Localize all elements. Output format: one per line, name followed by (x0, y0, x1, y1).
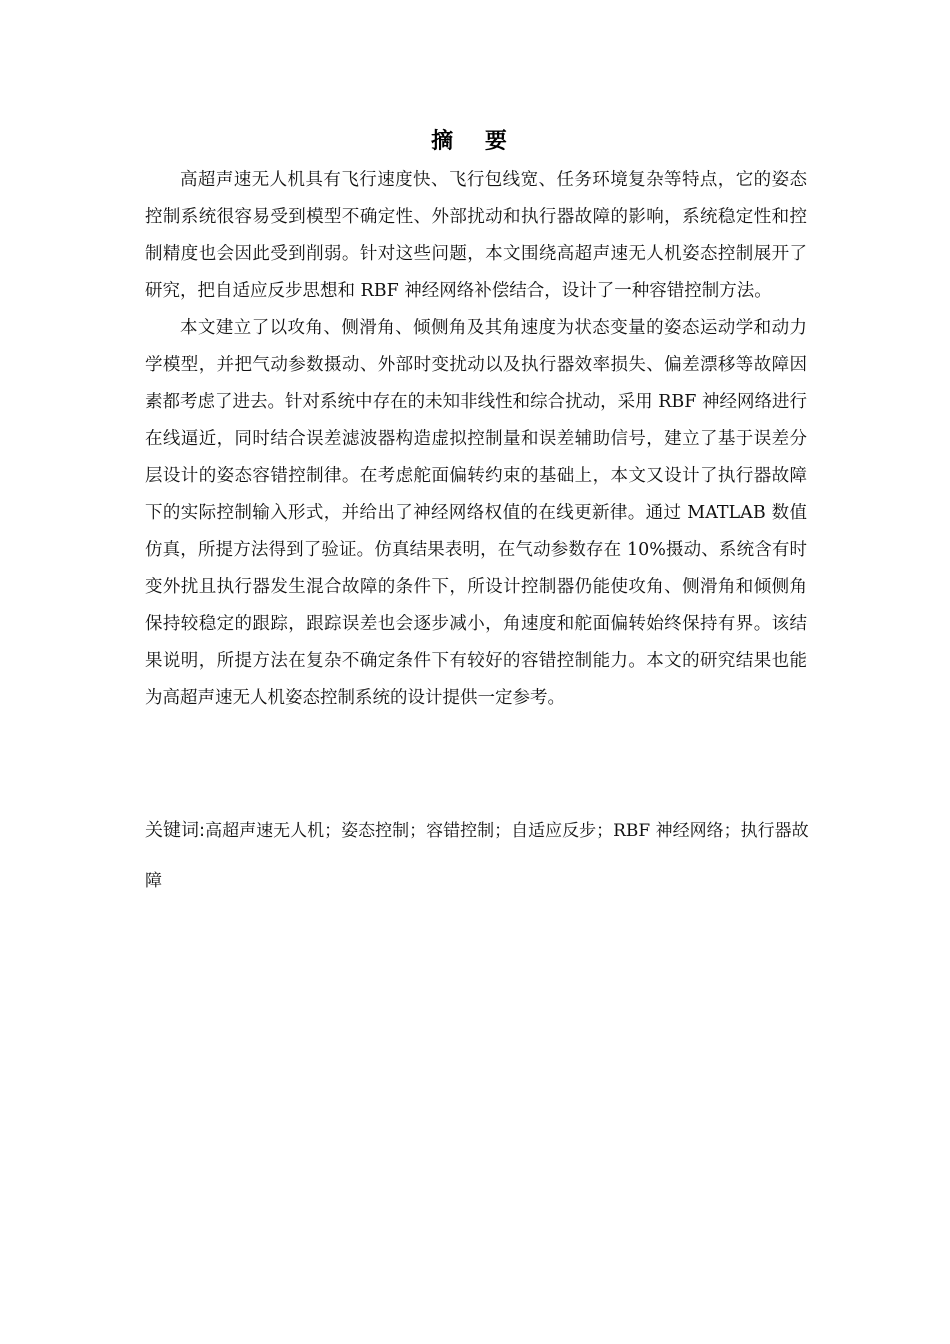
keywords-text: 高超声速无人机；姿态控制；容错控制；自适应反步；RBF 神经网络；执行器故障 (145, 821, 809, 891)
abstract-title: 摘 要 (431, 129, 519, 154)
abstract-body (145, 162, 807, 717)
keywords-line (145, 806, 817, 906)
keywords-label: 关键词: (145, 820, 206, 841)
abstract-paragraph-2: 本文建立了以攻角、侧滑角、倾侧角及其角速度为状态变量的姿态运动学和动力学模型，并把气动参数摄动、外部时变扰动以及执行器效率损失、偏差漂移等故障因素都考虑了进去。针对系统中存在的未知非线性和综合扰动，采用 RBF 神经网络进行在线逼近，同时结合误差滤波器构造虚拟控制量和误差辅助信号，建立了基于误差分层设计的姿态容错控制律。在考虑舵面偏转约束的基础上，本文又设计了执行器故障下的实际控制输入形式，并给出了神经网络权值的在线更新律。通过 MATLAB 数值仿真，所提方法得到了验证。仿真结果表明，在气动参数存在 10%摄动、系统含有时变外扰且执行器发生混合故障的条件下，所设计控制器仍能使攻角、侧滑角和倾侧角保持较稳定的跟踪，跟踪误差也会逐步减小，角速度和舵面偏转始终保持有界。该结果说明，所提方法在复杂不确定条件下有较好的容错控制能力。本文的研究结果也能为高超声速无人机姿态控制系统的设计提供一定参考。 (145, 318, 807, 708)
abstract-paragraph-1: 高超声速无人机具有飞行速度快、飞行包线宽、任务环境复杂等特点，它的姿态控制系统很容易受到模型不确定性、外部扰动和执行器故障的影响，系统稳定性和控制精度也会因此受到削弱。针对这些问题，本文围绕高超声速无人机姿态控制展开了研究，把自适应反步思想和 RBF 神经网络补偿结合，设计了一种容错控制方法。 (145, 170, 807, 301)
